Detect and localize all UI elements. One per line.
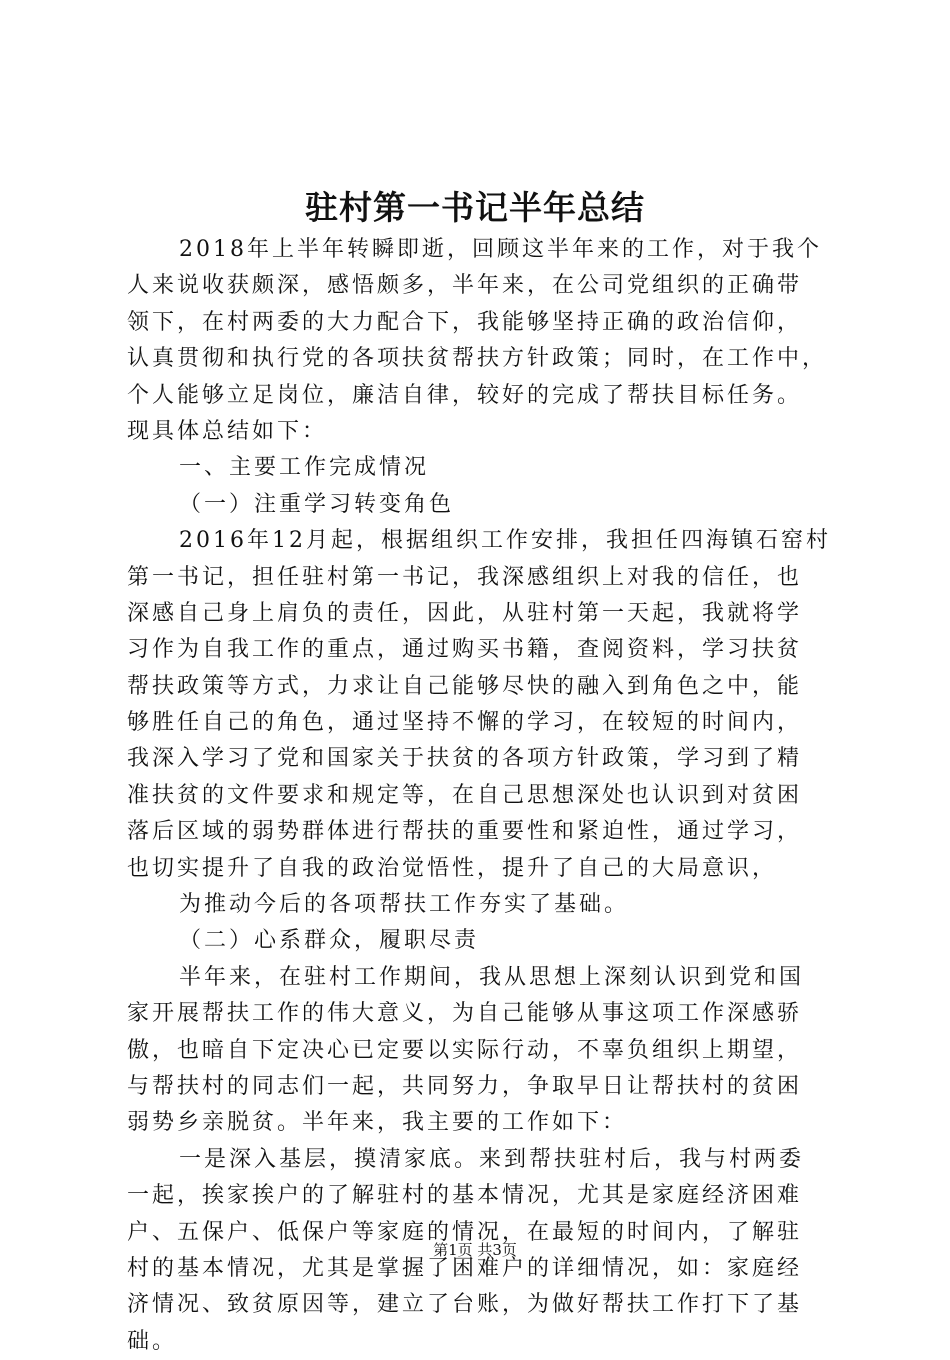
document-title: 驻村第一书记半年总结 bbox=[305, 188, 645, 227]
body-line: 为推动今后的各项帮扶工作夯实了基础。 bbox=[179, 892, 630, 918]
body-line: 2018年上半年转瞬即逝，回顾这半年来的工作，对于我个 bbox=[179, 237, 822, 262]
body-line: 村的基本情况，尤其是掌握了困难户的详细情况，如：家庭经 bbox=[127, 1255, 803, 1281]
body-line: 傲，也暗自下定决心已定要以实际行动，不辜负组织上期望， bbox=[127, 1037, 803, 1063]
body-line: 习作为自我工作的重点，通过购买书籍，查阅资料，学习扶贫 bbox=[127, 637, 803, 663]
body-line: 够胜任自己的角色，通过坚持不懈的学习，在较短的时间内， bbox=[127, 710, 803, 736]
body-line: 我深入学习了党和国家关于扶贫的各项方针政策，学习到了精 bbox=[127, 746, 803, 772]
subsection-heading: （一）注重学习转变角色 bbox=[179, 491, 455, 517]
body-line: 户、五保户、低保户等家庭的情况，在最短的时间内，了解驻 bbox=[127, 1219, 803, 1245]
body-line: 家开展帮扶工作的伟大意义，为自己能够从事这项工作深感骄 bbox=[127, 1001, 803, 1027]
body-line: 落后区域的弱势群体进行帮扶的重要性和紧迫性，通过学习， bbox=[127, 819, 803, 845]
body-line: 认真贯彻和执行党的各项扶贫帮扶方针政策；同时，在工作中， bbox=[127, 346, 828, 372]
body-line: 帮扶政策等方式，力求让自己能够尽快的融入到角色之中，能 bbox=[127, 673, 803, 699]
body-line: 深感自己身上肩负的责任，因此，从驻村第一天起，我就将学 bbox=[127, 600, 803, 626]
body-line: 个人能够立足岗位，廉洁自律，较好的完成了帮扶目标任务。 bbox=[127, 382, 803, 408]
body-line: 现具体总结如下： bbox=[127, 418, 328, 444]
page-footer: 第1页 共3页 bbox=[433, 1241, 517, 1259]
body-line: 2016年12月起，根据组织工作安排，我担任四海镇石窑村 bbox=[179, 528, 831, 554]
body-line: 半年来，在驻村工作期间，我从思想上深刻认识到党和国 bbox=[179, 964, 805, 990]
body-line: 弱势乡亲脱贫。半年来，我主要的工作如下： bbox=[127, 1110, 628, 1136]
body-line: 础。 bbox=[127, 1328, 178, 1354]
document-body bbox=[127, 232, 842, 1360]
body-line: 济情况、致贫原因等，建立了台账，为做好帮扶工作打下了基 bbox=[127, 1292, 803, 1318]
body-line: 一是深入基层，摸清家底。来到帮扶驻村后，我与村两委 bbox=[179, 1146, 805, 1172]
body-line: 人来说收获颇深，感悟颇多，半年来，在公司党组织的正确带 bbox=[127, 273, 803, 299]
body-line: 领下，在村两委的大力配合下，我能够坚持正确的政治信仰， bbox=[127, 309, 803, 335]
body-line: 第一书记，担任驻村第一书记，我深感组织上对我的信任，也 bbox=[127, 564, 803, 590]
body-line: 一起，挨家挨户的了解驻村的基本情况，尤其是家庭经济困难 bbox=[127, 1183, 803, 1209]
subsection-heading: （二）心系群众，履职尽责 bbox=[179, 928, 480, 954]
body-line: 准扶贫的文件要求和规定等，在自己思想深处也认识到对贫困 bbox=[127, 782, 803, 808]
body-line: 与帮扶村的同志们一起，共同努力，争取早日让帮扶村的贫困 bbox=[127, 1073, 803, 1099]
section-heading: 一、主要工作完成情况 bbox=[179, 455, 430, 481]
body-line: 也切实提升了自我的政治觉悟性，提升了自己的大局意识， bbox=[127, 855, 778, 881]
